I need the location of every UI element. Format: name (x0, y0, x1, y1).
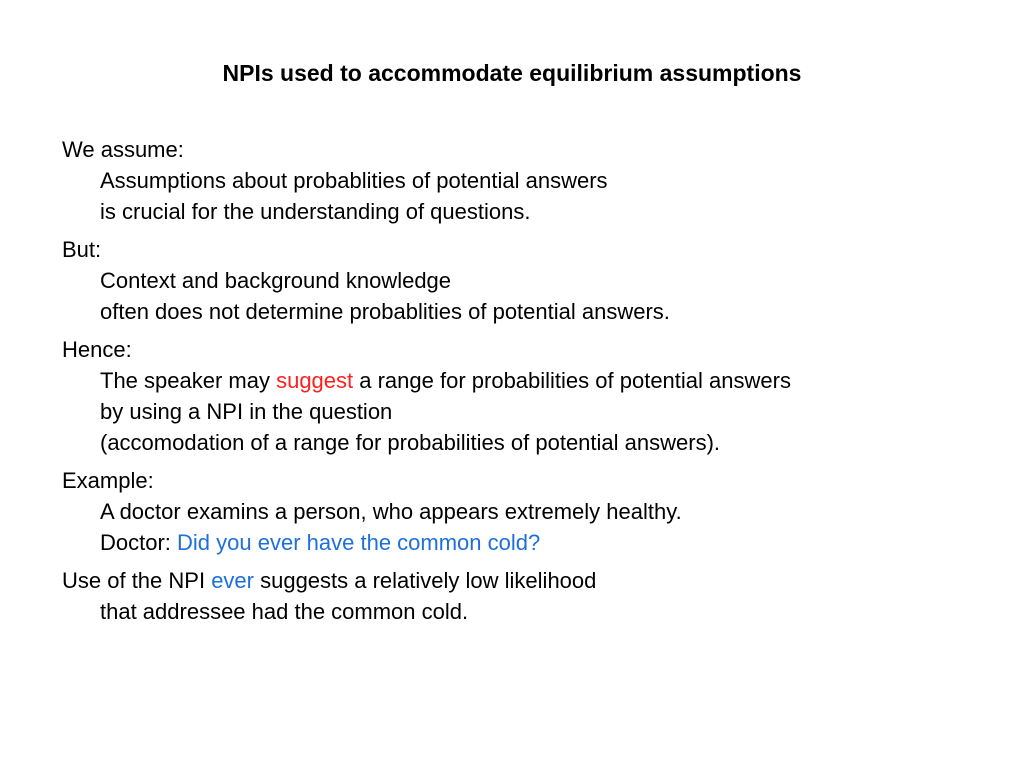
section-hence (62, 334, 992, 458)
slide-title: NPIs used to accommodate equilibrium assumptions (222, 60, 802, 86)
body-line: often does not determine probablities of potential answers. (100, 299, 670, 324)
body-line (62, 527, 992, 558)
body-line: (accomodation of a range for probabilities of potential answers). (100, 430, 721, 455)
section-we-assume (62, 134, 992, 227)
section-heading: Hence: (62, 337, 132, 362)
highlighted-word-suggest: suggest (276, 368, 354, 393)
section-but (62, 234, 992, 327)
body-line (62, 365, 992, 396)
section-example (62, 465, 992, 558)
section-use-of-npi (62, 565, 992, 627)
section-heading: We assume: (62, 137, 184, 162)
body-line: Context and background knowledge (100, 268, 452, 293)
body-line: by using a NPI in the question (100, 399, 393, 424)
body-line: A doctor examins a person, who appears extremely healthy. (100, 499, 682, 524)
text-segment: Use of the NPI (62, 568, 212, 593)
text-segment: Doctor: (100, 530, 178, 555)
body-line (62, 565, 992, 596)
section-heading: But: (62, 237, 102, 262)
highlighted-question: Did you ever have the common cold? (177, 530, 541, 555)
section-heading: Example: (62, 468, 154, 493)
slide-body (62, 134, 992, 634)
highlighted-word-ever: ever (211, 568, 254, 593)
text-segment: The speaker may (100, 368, 277, 393)
body-line: is crucial for the understanding of questions. (100, 199, 531, 224)
text-segment: a range for probabilities of potential answers (353, 368, 791, 393)
text-segment: suggests a relatively low likelihood (253, 568, 597, 593)
body-line: Assumptions about probablities of potential answers (100, 168, 608, 193)
body-line: that addressee had the common cold. (100, 599, 469, 624)
